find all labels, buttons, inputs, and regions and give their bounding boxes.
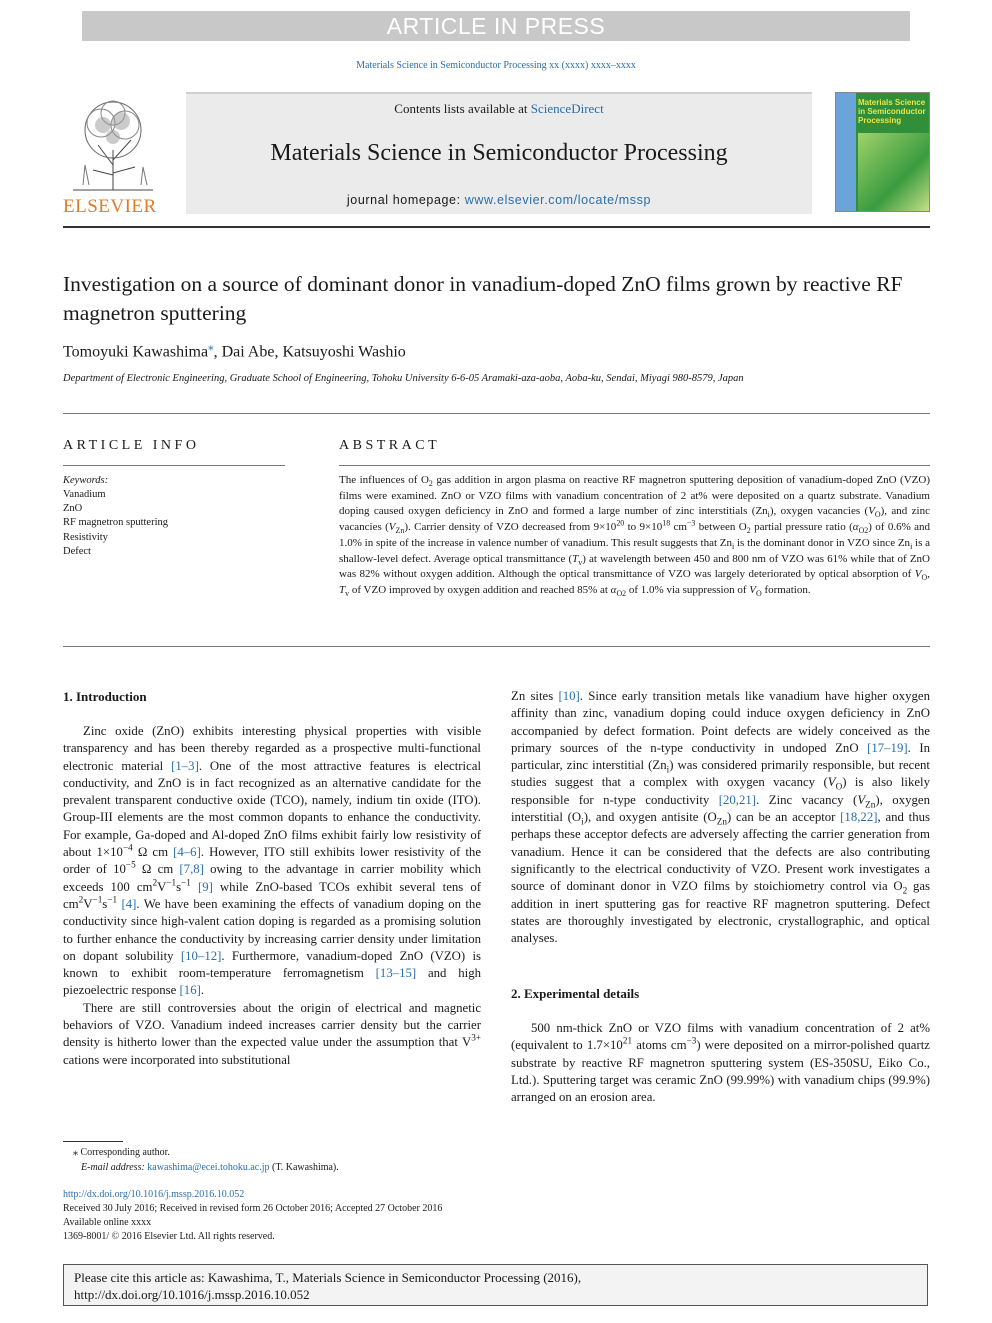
article-info-heading: ARTICLE INFO	[63, 438, 200, 453]
journal-cover[interactable]	[835, 92, 930, 212]
corresponding-star[interactable]: ⁎	[208, 341, 214, 353]
abstract-rule	[339, 465, 930, 466]
keyword: Defect	[63, 545, 91, 557]
doi-link[interactable]	[63, 1188, 244, 1202]
email-note	[81, 1161, 339, 1175]
info-rule	[63, 465, 285, 466]
footnote-rule	[63, 1141, 123, 1142]
authors	[63, 340, 406, 361]
other-authors: , Dai Abe, Katsuyoshi Washio	[213, 343, 406, 361]
abstract-bottom-rule	[63, 646, 930, 647]
corresponding-note: ⁎ Corresponding author.	[73, 1147, 170, 1158]
contents-line	[186, 101, 812, 117]
abstract-text: The influences of $O_2$ gas addition in argon plasma on reactive RF magnetron sputtering deposition of vanadium-doped ZnO (VZO) films were examined. ZnO or VZO films with vanadium concentration of 2 at% were deposited on a quartz substrate. Vanadium doping caused oxygen deficiency in ZnO and formed a large number of zinc interstitials $(Zn_i)$, oxygen vacancies $(V_O)$, and zinc vacancies $(V_{Zn})$. Carrier density of VZO decreased from $9\times 10^{20}$ to $9\times 10^{18}$ $cm^{-3}$ between $O_2$ partial pressure ratio $(\alpha_{O2})$ of 0.6% and 1.0% in spite of the increase in valence number of vanadium. This result suggests that $Zn_i$ is the dominant donor in VZO since $Zn_i$ is a shallow-level defect. Average optical transmittance $(T_v)$ at wavelength between 450 and 800 nm of VZO was 61% while that of ZnO was 82% without oxygen addition. Although the optical transmittance of VZO was largely deteriorated by optical absorption of $V_O$, $T_v$ of VZO improved by oxygen addition and reached 85% at $\alpha_{O2}$ of 1.0% via suppression of $V_O$ formation.	[339, 474, 930, 599]
keyword: RF magnetron sputtering	[63, 517, 168, 529]
header-rule	[63, 226, 930, 228]
cite-box	[63, 1264, 928, 1306]
title-rule	[63, 413, 930, 414]
sciencedirect-link[interactable]: ScienceDirect	[530, 101, 604, 116]
keyword: Resistivity	[63, 531, 108, 543]
email-link[interactable]: kawashima@ecei.tohoku.ac.jp	[147, 1162, 270, 1173]
email-suffix: (T. Kawashima).	[269, 1162, 339, 1173]
publisher-name: ELSEVIER	[63, 196, 157, 217]
experimental-body: 500 nm-thick ZnO or VZO films with vanadium concentration of 2 at% (equivalent to $1.7\times 10^{21}$ atoms $cm^{-3}$) were deposited on a mirror-polished quartz substrate by reactive RF magnetron sputtering system (ES-350SU, Eiko Co., Ltd.). Sputtering target was ceramic ZnO (99.99%) with vanadium chips (99.9%) arranged on an erosion area.	[511, 1021, 930, 1105]
doi-url[interactable]: http://dx.doi.org/10.1016/j.mssp.2016.10.052	[63, 1189, 245, 1200]
intro-body: Zinc oxide (ZnO) exhibits interesting physical properties with visible transparency and has been thereby regarded as a prospective multi-functional electronic material [1–3]. One of the most attractive features is electrical conductivity, and ZnO is in fact recognized as an alternative candidate for the prevalent transparent conductive oxide (TCO), namely, indium tin oxide (ITO). Group-III elements are the most common dopants to enhance the conductivity. For example, Ga-doped and Al-doped ZnO films exhibit fairly low resistivity of about $1\times 10^{-4}$ Ω cm [4–6]. However, ITO still exhibits lower resistivity of the order of $10^{-5}$ Ω cm [7,8] owing to the advantage in carrier mobility which exceeds 100 $cm^2V^{-1}s^{-1}$ [9] while ZnO-based TCOs exhibit several tens of $cm^2V^{-1}s^{-1}$ [4]. We have been examining the effects of vanadium doping on the conductivity since high-valent cation doping is regarded as a promising solution to further enhance the conductivity by increasing carrier density under limitation on dopant solubility [10–12]. Furthermore, vanadium-doped ZnO (VZO) is known to exhibit room-temperature ferromagnetism [13–15] and high piezoelectric response [16]. There are still controversies about the origin of electrical and magnetic behaviors of VZO. Vanadium indeed increases carrier density but the carrier density is hitherto lower than the expected value under the assumption that $V^{3+}$ cations were incorporated into substitutional	[63, 724, 482, 1067]
journal-reference[interactable]: Materials Science in Semiconductor Processing xx (xxxx) xxxx–xxxx	[356, 60, 636, 71]
article-title: Investigation on a source of dominant donor in vanadium-doped ZnO films grown by reactive RF magnetron sputtering	[63, 272, 903, 325]
abstract-heading: ABSTRACT	[339, 438, 441, 453]
cite-line-1: Please cite this article as: Kawashima, T., Materials Science in Semiconductor Processing (2016),	[74, 1270, 582, 1285]
keywords-list	[63, 488, 168, 559]
article-in-press-banner: ARTICLE IN PRESS	[82, 11, 910, 41]
keyword: Vanadium	[63, 489, 106, 500]
keyword: ZnO	[63, 503, 83, 515]
elsevier-logo[interactable]	[63, 95, 163, 217]
homepage-prefix: journal homepage:	[346, 193, 465, 207]
journal-homepage	[186, 193, 812, 207]
elsevier-tree-icon	[63, 95, 163, 193]
experimental-heading: 2. Experimental details	[511, 986, 640, 1001]
cite-line-2[interactable]: http://dx.doi.org/10.1016/j.mssp.2016.10.052	[74, 1287, 310, 1302]
cover-title: Materials Science in Semiconductor Processing	[858, 98, 926, 125]
homepage-link[interactable]: www.elsevier.com/locate/mssp	[464, 193, 652, 207]
journal-name: Materials Science in Semiconductor Processing	[270, 140, 728, 166]
keywords-label: Keywords:	[63, 475, 109, 486]
intro-heading: 1. Introduction	[63, 689, 147, 704]
intro-body-continued: Zn sites [10]. Since early transition metals like vanadium have higher oxygen affinity than zinc, vanadium doping could induce oxygen deficiency in ZnO accompanied by defect formation. Point defects are widely conceived as the primary sources of the n-type conductivity in undoped ZnO [17–19]. In particular, zinc interstitial $(Zn_i)$ was considered primarily responsible, but recent studies suggest that a complex with oxygen vacancy $(V_O)$ is also likely responsible for n-type conductivity [20,21]. Zinc vacancy $(V_{Zn})$, oxygen interstitial $(O_i)$, and oxygen antisite $(O_{Zn})$ can be an acceptor [18,22], and thus perhaps these acceptor defects are adversely affecting the carrier generation from vanadium. Hence it can be considered that the defects are also contributing significantly to the electrical conductivity of VZO. Present work investigates a source of dominant donor in VZO films by stoichiometry control via $O_2$ gas addition in inert sputtering gas for reactive RF magnetron sputtering. Defect states are thoroughly investigated by electronic, crystallographic, and optical analyses.	[511, 689, 930, 946]
contents-prefix: Contents lists available at	[394, 101, 531, 116]
available-online: Available online xxxx	[63, 1217, 152, 1228]
first-author[interactable]: Tomoyuki Kawashima	[63, 343, 209, 361]
copyright: 1369-8001/ © 2016 Elsevier Ltd. All rights reserved.	[63, 1231, 275, 1242]
received-dates: Received 30 July 2016; Received in revised form 26 October 2016; Accepted 27 October 2016	[63, 1203, 443, 1214]
email-label: E-mail address:	[81, 1162, 145, 1173]
affiliation: Department of Electronic Engineering, Graduate School of Engineering, Tohoku University 6-6-05 Aramaki-aza-aoba, Aoba-ku, Sendai, Miyagi 980-8579, Japan	[63, 373, 744, 384]
